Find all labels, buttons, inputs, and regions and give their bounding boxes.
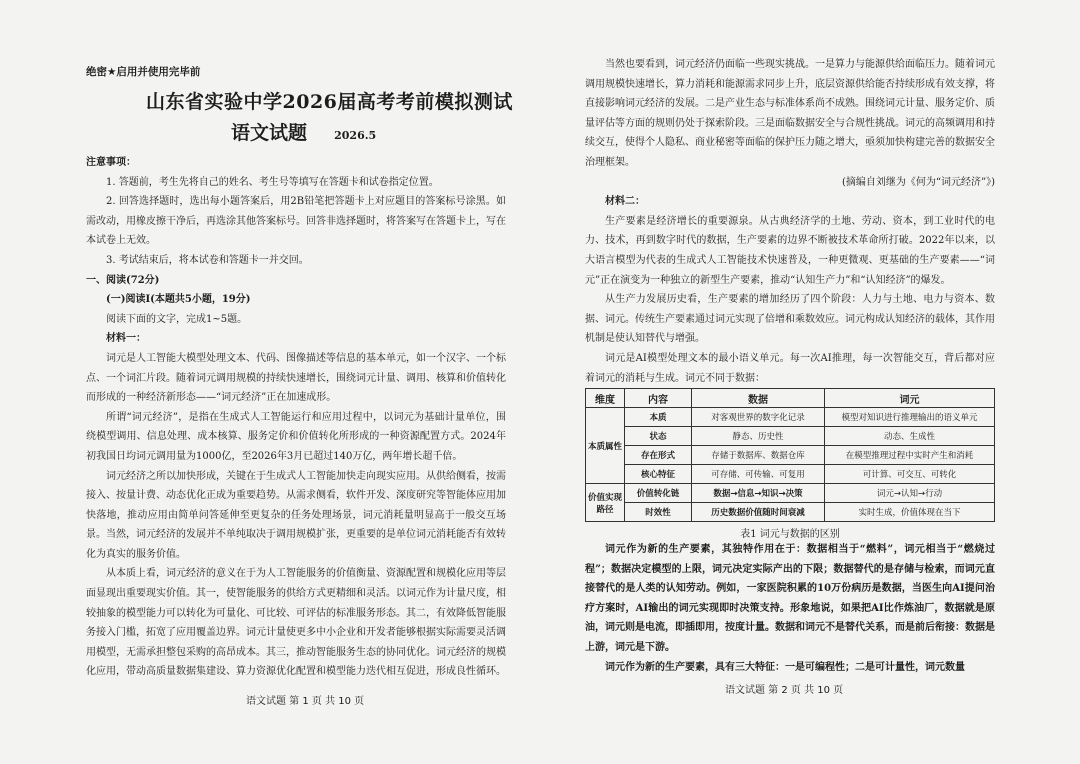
cell-content: 存在形式 — [625, 446, 692, 465]
material-1-para-5: 当然也要看到，词元经济仍面临一些现实挑战。一是算力与能源供给面临压力。随着词元调用规模快速增长，算力消耗和能源需求同步上升，底层资源供给能否持续形成有效支撑，将直接影响词元经济的发展。二是产业生态与标准体系尚不成熟。围绕词元计量、服务定价、质量评估等方面的规则仍处于探索阶段。三是面临数据安全与合规性挑战。词元的高频调用和持续交互，使得个人隐私、商业秘密等面临的保护压力随之增大，亟须加快构建完善的数据安全治理框架。 — [585, 59, 995, 168]
cell-token: 模型对知识进行推理输出的语义单元 — [825, 408, 995, 427]
exam-date: 2026.5 — [334, 129, 377, 142]
cell-data: 静态、历史性 — [692, 427, 825, 446]
page-1-footer: 语文试题 第 1 页 共 10 页 — [246, 696, 365, 707]
header-data: 数据 — [692, 389, 825, 408]
material-1-para-4: 从本质上看，词元经济的意义在于为人工智能服务的价值衡量、资源配置和规模化应用等层面显现出重要现实价值。其一，使智能服务的供给方式更精细和灵活。以词元作为计量尺度，相较抽象的模型能力可以转化为可量化、可比较、可评估的标准服务形态。其二，有效降低智能服务接入门槛，拓宽了应用覆盖边界。词元计量使更多中小企业和开发者能够根据实际需要灵活调用模型，无需承担整包采购的高昂成本。其三，推动智能服务生态的协同优化。词元经济的规模化应用，带动高质量数据集建设、算力资源优化配置和模型能力迭代相互促进，形成良性循环。 — [86, 568, 506, 678]
header-dimension: 维度 — [586, 389, 625, 408]
table-row — [586, 408, 995, 427]
table-row — [586, 465, 995, 484]
cell-data: 对客观世界的数字化记录 — [692, 408, 825, 427]
cell-data: 可存储、可传输、可复用 — [692, 465, 825, 484]
notice-block — [86, 153, 506, 682]
notice-item-2: 2. 回答选择题时，选出每小题答案后，用2B铅笔把答题卡上对应题目的答案标号涂黑。如需改动，用橡皮擦干净后，再选涂其他答案标号。回答非选择题时，将答案写在答题卡上，写在本试卷上无效。 — [86, 196, 506, 247]
reading-instruction: 阅读下面的文字，完成1~5题。 — [106, 313, 248, 325]
confidential-mark: 绝密★启用并使用完毕前 — [86, 66, 201, 78]
material-1-label: 材料一： — [106, 333, 146, 345]
page-2-footer: 语文试题 第 2 页 共 10 页 — [725, 685, 844, 696]
cell-token: 词元→认知→行动 — [825, 484, 995, 503]
cell-token: 动态、生成性 — [825, 427, 995, 446]
material-1-source: (摘编自刘继为《何为“词元经济”》) — [841, 176, 995, 188]
reading-heading: (一)阅读Ⅰ(本题共5小题，19分) — [106, 294, 251, 306]
header-content: 内容 — [625, 389, 692, 408]
cell-token: 可计算、可交互、可转化 — [825, 465, 995, 484]
subject-row — [231, 118, 376, 145]
exam-title: 山东省实验中学2026届高考考前模拟测试 — [146, 91, 513, 113]
cell-content: 状态 — [625, 427, 692, 446]
cell-token: 实时生成，价值体现在当下 — [825, 503, 995, 522]
cell-data: 历史数据价值随时间衰减 — [692, 503, 825, 522]
notice-item-3: 3. 考试结束后，将本试卷和答题卡一并交回。 — [106, 254, 309, 266]
material-2-para-1: 生产要素是经济增长的重要源泉。从古典经济学的土地、劳动、资本，到工业时代的电力、技术，再到数字时代的数据，生产要素的边界不断被技术革命所打破。2022年以来，以大语言模型为代表的生成式人工智能技术快速普及，一种更微观、更基础的生产要素——“词元”正在演变为一种独立的新型生产要素，推动“认知生产力”和“认知经济”的爆发。 — [585, 215, 995, 286]
group-value-path: 价值实现路径 — [586, 484, 625, 522]
subject-title: 语文试题 — [231, 122, 308, 144]
table-row — [586, 446, 995, 465]
notice-item-1: 1. 答题前，考生先将自己的姓名、考生号等填写在答题卡和试卷指定位置。 — [106, 176, 439, 188]
table-row — [586, 484, 995, 503]
cell-content: 价值转化链 — [625, 484, 692, 503]
cell-content: 时效性 — [625, 503, 692, 522]
group-essential: 本质属性 — [586, 408, 625, 484]
material-2-para-2: 从生产力发展历史看，生产要素的增加经历了四个阶段：人力与土地、电力与资本、数据、词元。传统生产要素通过词元实现了倍增和乘数效应。词元构成认知经济的载体，其作用机制是使认知替代与增强。 — [585, 294, 995, 345]
notice-heading: 注意事项： — [86, 157, 136, 168]
material-2-para-5: 词元作为新的生产要素，具有三大特征：一是可编程性；二是可计量性，词元数量 — [605, 661, 965, 673]
material-2-para-3: 词元是AI模型处理文本的最小语义单元。每一次AI推理，每一次智能交互，背后都对应着词元的消耗与生成。词元不同于数据： — [585, 352, 995, 384]
comparison-table — [585, 388, 995, 522]
material-2-label: 材料二： — [605, 196, 645, 208]
cell-token: 在模型推理过程中实时产生和消耗 — [825, 446, 995, 465]
material-1-para-3: 词元经济之所以加快形成，关键在于生成式人工智能加快走向现实应用。从供给侧看，按需接入、按量计费、动态优化正成为重要趋势。从需求侧看，软件开发、深度研究等智能体应用加快落地，推动应用由简单问答延伸至更复杂的任务处理场景，词元消耗量明显高于一般交互场景。当然，词元经济的发展并不单纯取决于调用规模扩张，更重要的是单位词元消耗能否有效转化为真实的服务价值。 — [86, 470, 506, 560]
cell-data: 数据→信息→知识→决策 — [692, 484, 825, 503]
cell-content: 核心特征 — [625, 465, 692, 484]
section-heading: 一、阅读(72分) — [86, 274, 160, 286]
table-row — [586, 427, 995, 446]
material-1-para-1: 词元是人工智能大模型处理文本、代码、图像描述等信息的基本单元，如一个汉字、一个标点、一个词汇片段。随着词元调用规模的持续快速增长，围绕词元计量、调用、核算和价值转化而形成的一种经济新形态——“词元经济”正在加速成形。 — [86, 352, 506, 404]
page-2 — [585, 0, 995, 764]
table-row — [586, 503, 995, 522]
material-2-para-4: 词元作为新的生产要素，其独特作用在于：数据相当于“燃料”，词元相当于“燃烧过程”；数据决定模型的上限，词元决定实际产出的下限；数据替代的是存储与检索，而词元直接替代的是人类的认知劳动。例如，一家医院积累的10万份病历是数据，当医生向AI提问治疗方案时，AI输出的词元实现即时决策支持。形象地说，如果把AI比作炼油厂，数据就是原油，词元则是电流，即插即用，按度计量。数据和词元不是替代关系，而是前后衔接：数据是上游，词元是下游。 — [585, 544, 995, 654]
right-upper-block — [585, 55, 995, 677]
cell-data: 存储于数据库、数据仓库 — [692, 446, 825, 465]
header-token: 词元 — [825, 389, 995, 408]
cell-content: 本质 — [625, 408, 692, 427]
table-caption: 表1 词元与数据的区别 — [740, 529, 840, 541]
table-header-row — [586, 389, 995, 408]
page-1 — [86, 0, 513, 764]
material-1-para-2: 所谓“词元经济”，是指在生成式人工智能运行和应用过程中，以词元为基础计量单位，围绕模型调用、信息处理、成本核算、服务定价和价值转化所形成的一种资源配置方式。2024年初我国日均词元调用量为1000亿，至2026年3月已超过140万亿，两年增长超千倍。 — [86, 411, 506, 462]
